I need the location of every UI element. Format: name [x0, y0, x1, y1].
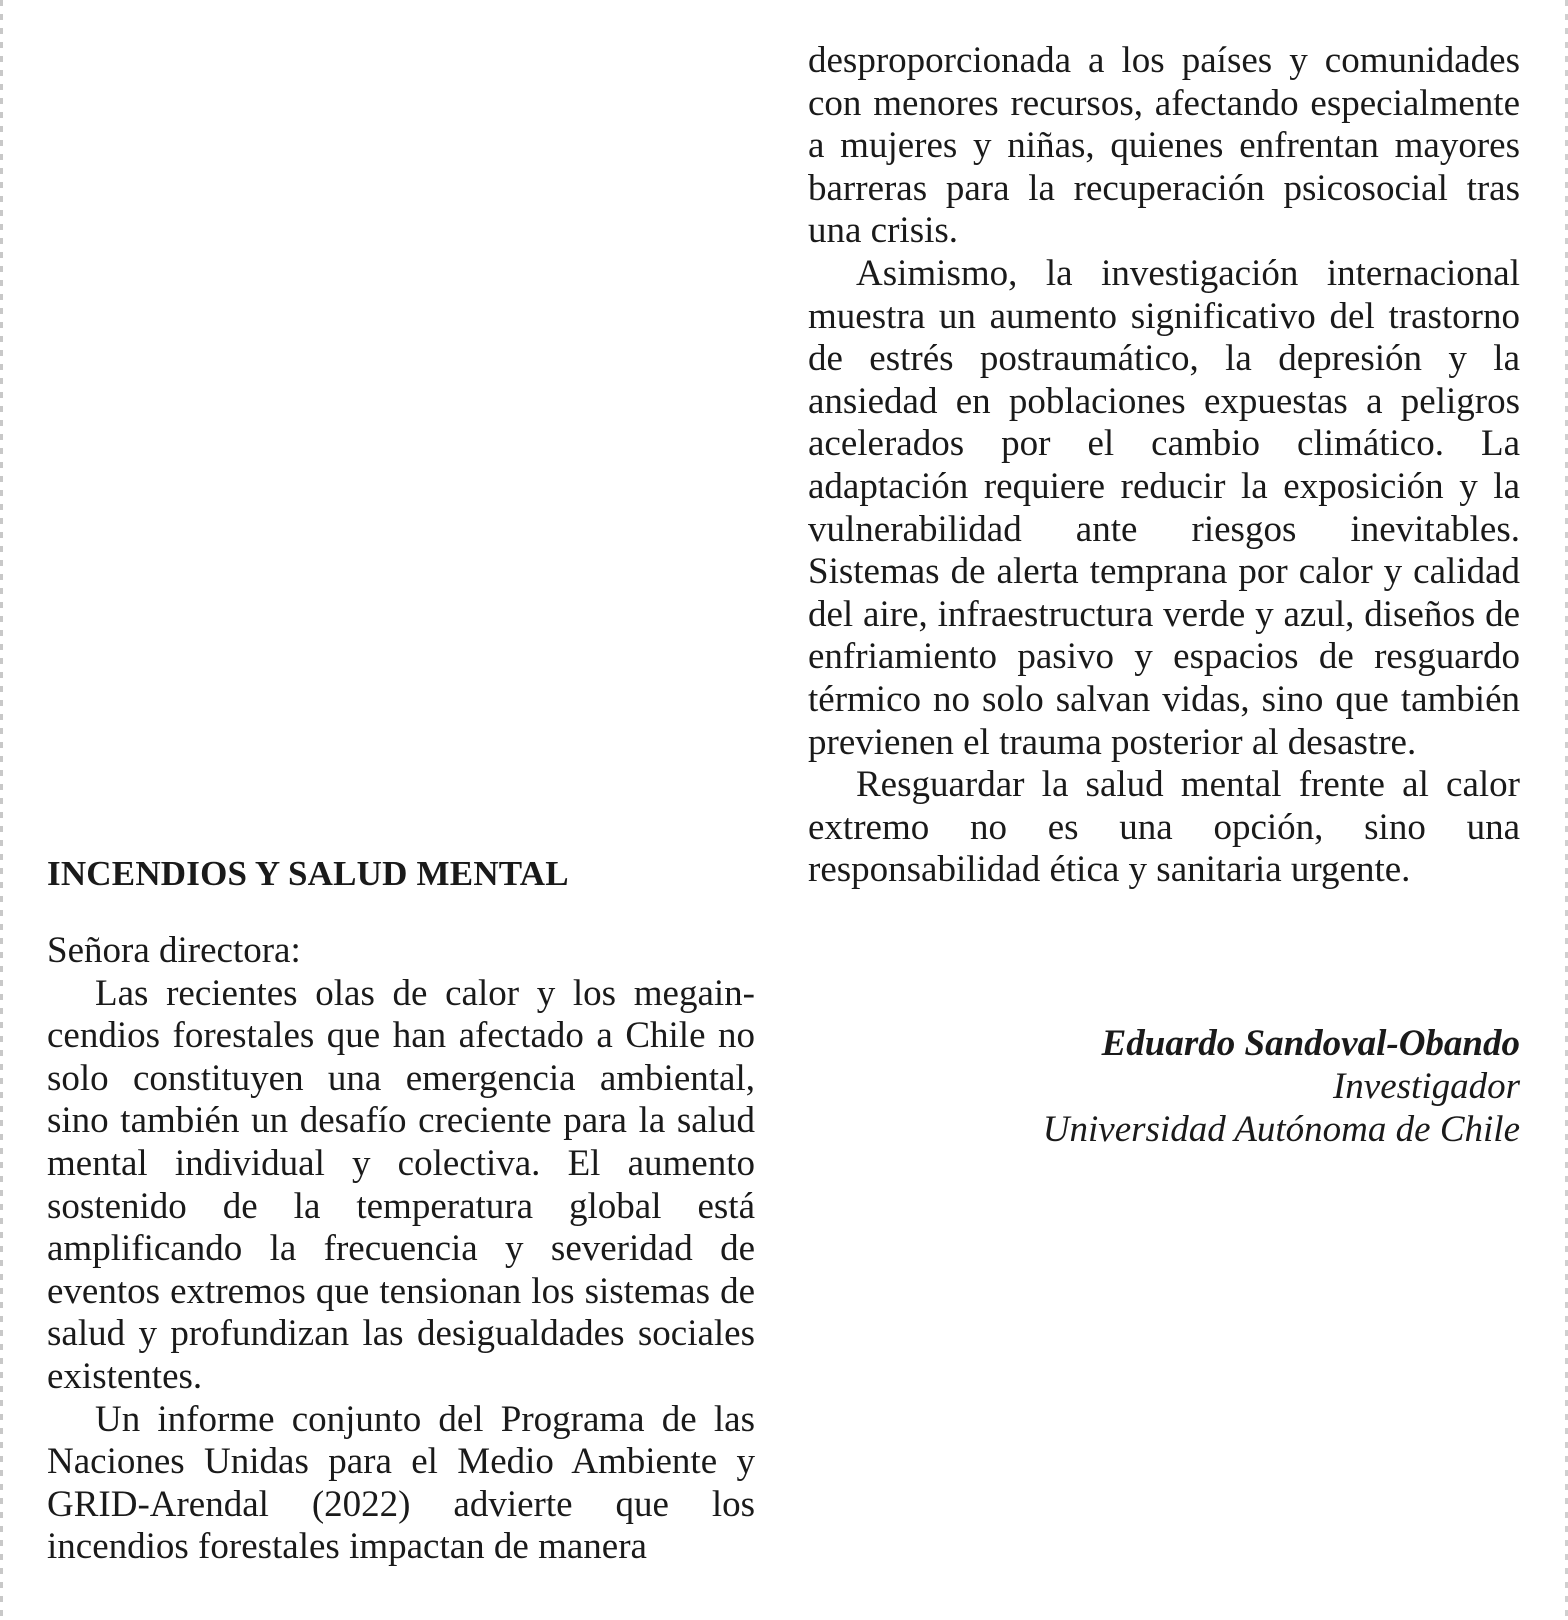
- scan-edge-left: [0, 0, 3, 1620]
- body-paragraph-1: Las recientes olas de calor y los megaincendios forestales que han afectado a Chile no solo constituyen una emergencia ambiental, sino también un desafío creciente para la salud mental individual y colectiva. El aumento sostenido de la temperatura global está amplificando la frecuencia y severidad de eventos extremos que tensionan los sistemas de salud y profundizan las desigualdades sociales existentes.: [47, 972, 755, 1397]
- author-name: Eduardo Sandoval-Obando: [1101, 1023, 1520, 1064]
- body-paragraph-4: Resguardar la salud mental frente al calor extremo no es una opción, sino una responsabilidad ética y sanitaria urgente.: [808, 764, 1520, 891]
- signature-block: [808, 1022, 1520, 1151]
- left-column: [47, 852, 755, 1569]
- salutation: Señora directora:: [47, 930, 301, 971]
- article-headline: INCENDIOS Y SALUD MENTAL: [47, 854, 569, 893]
- body-paragraph-3: Asimismo, la investigación internacional muestra un aumento significativo del trastorno de estrés postraumático, la depresión y la ansiedad en poblaciones expuestas a peligros acelerados por el cambio climático. La adaptación requiere reducir la exposición y la vulnerabilidad ante riesgos inevitables. Sistemas de alerta temprana por calor y calidad del aire, infraestructura verde y azul, diseños de enfriamiento pasivo y espacios de resguardo térmico no solo salvan vidas, sino que también previenen el trauma posterior al desastre.: [808, 252, 1520, 763]
- body-paragraph-2: Un informe conjunto del Programa de las Naciones Unidas para el Medio Ambiente y GRID-Arendal (2022) advierte que los incendios forestales impactan de manera: [47, 1398, 755, 1568]
- body-paragraph-2-continued: desproporcionada a los países y comunidades con menores recursos, afectando especialmente a mujeres y niñas, quienes enfrentan mayores barreras para la recuperación psicosocial tras una crisis.: [808, 40, 1520, 252]
- author-institution: Universidad Autónoma de Chile: [1042, 1109, 1520, 1150]
- author-role: Investigador: [1332, 1066, 1520, 1107]
- right-column: [808, 40, 1520, 892]
